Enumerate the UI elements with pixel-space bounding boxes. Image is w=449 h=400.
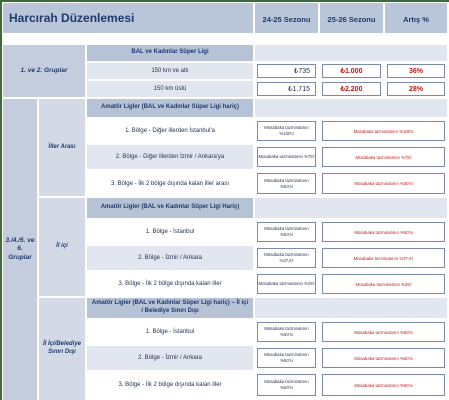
table-cell-old: Müsabaka tazminatının %50'si [257,173,316,194]
group-label-3-6: 3./4./5. ve 6. Gruplar [3,99,37,400]
table-cell-old: Müsabaka tazminatının %75'i [257,147,316,167]
table-row-desc: 3. Bölge - İlk 2 bölge dışında kalan iller [87,372,253,398]
table-row-desc: 1. Bölge - Diğer illerden İstanbul'a [87,119,253,143]
subgroup-il-ici: İl içi [39,198,85,296]
section-header-amator: Amatör Ligler (BAL ve Kadınlar Süper Ligi Hariç) [87,198,253,218]
table-cell-pct: 28% [387,82,445,96]
subgroup-belediye-disi: İl İçi/Belediye Sınırı Dışı [39,298,85,400]
table-cell-pct: 36% [387,64,445,78]
page-title: Harcırah Düzenlemesi [3,3,253,33]
table-cell-new: ₺1.000 [322,64,381,78]
table-cell-new: Müsabaka tazminatının %50'si [322,322,445,342]
table-row-desc: 150 km ve altı [87,63,253,79]
table-cell-old: Müsabaka tazminatının %50'si [257,374,316,396]
section-header-amator-belediye: Amatör Ligler (BAL ve Kadınlar Süper Ligi hariç) – İl içi / Belediye Sınırı Dışı [87,298,253,318]
section-header-bal: BAL ve Kadınlar Süper Ligi [87,45,253,61]
subgroup-iller-arasi: İller Arası [39,99,85,196]
table-cell-new: Müsabaka tazminatının %50'si [322,348,445,368]
section-header-blank [255,298,447,318]
table-cell-new: Müsabaka tazminatının %50'si [322,173,445,194]
table-cell-new: ₺2.200 [322,82,381,96]
section-header-amator: Amatör Ligler (BAL ve Kadınlar Süper Ligi hariç) [87,99,253,117]
table-row-desc: 2. Bölge - İzmir / Ankara [87,346,253,370]
table-cell-new: Müsabaka tazminatının %50'si [322,222,445,242]
table-cell-old: Müsabaka tazminatının %50'si [257,348,316,368]
table-cell-old: Müsabaka tazminatının %100'ü [257,121,316,141]
table-cell-old: Müsabaka tazminatının %37,5'i [257,248,316,268]
column-header-artis: Artış % [385,3,447,33]
table-row-desc: 3. Bölge - İlk 2 bölge dışında kalan iller [87,272,253,296]
table-cell-old: Müsabaka tazminatının %25'i [257,274,316,294]
section-header-blank [255,45,447,61]
table-cell-old: Müsabaka tazminatının %50'si [257,322,316,342]
column-header-2526: 25-26 Sezonu [320,3,383,33]
group-label-1-2: 1. ve 2. Gruplar [3,45,85,97]
section-header-blank [255,99,447,117]
table-row-desc: 150 km üstü [87,81,253,97]
table-cell-new: Müsabaka tazminatının %50'si [322,374,445,396]
table-row-desc: 1. Bölge - İstanbul [87,220,253,244]
table-row-desc: 2. Bölge - İzmir / Ankara [87,246,253,270]
table-cell-new: Müsabaka tazminatının %25'i [322,274,445,294]
table-cell-new: Müsabaka tazminatının %75'i [322,147,445,167]
table-cell-old: Müsabaka tazminatının %50'si [257,222,316,242]
table-row-desc: 3. Bölge - İlk 2 bölge dışında kalan iller arası [87,171,253,196]
table-row-desc: 1. Bölge - İstanbul [87,320,253,344]
table-cell-old: ₺1.715 [257,82,316,96]
table-cell-old: ₺735 [257,64,316,78]
column-header-2425: 24-25 Sezonu [255,3,318,33]
section-header-blank [255,198,447,218]
table-cell-new: Müsabaka tazminatının %100'ü [322,121,445,141]
table-cell-new: Müsabaka tazminatının %37,5'i [322,248,445,268]
table-row-desc: 2. Bölge - Diğer illerden İzmir / Ankara'ya [87,145,253,169]
